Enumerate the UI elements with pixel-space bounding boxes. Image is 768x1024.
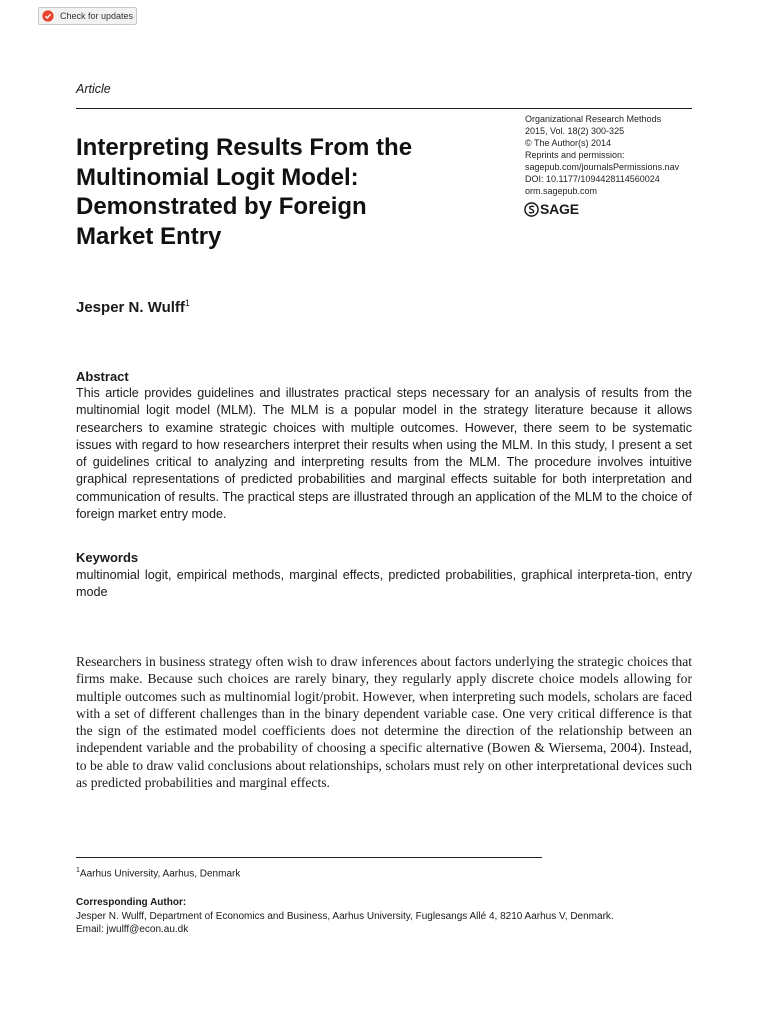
- body-paragraph: Researchers in business strategy often wish to draw inferences about factors underlying the strategic choices that firms make. Because such choices are rarely binary, they regularly apply discrete choice models allowing for multiple outcomes such as multinomial logit/probit. However, when interpreting such models, scholars are faced with a set of different challenges than in the binary dependent variable case. One very critical difference is that the sign of the estimated model coefficients does not determine the direction of the relationship between an independent variable and the probability of choosing a specific alternative (Bowen & Wiersema, 2004). Instead, to be able to draw valid conclusions about relationships, scholars must rely on other interpretational devices such as predicted probabilities and marginal effects.: [76, 654, 692, 791]
- affiliation-footnote: [76, 867, 240, 879]
- check-updates-label: Check for updates: [60, 11, 134, 21]
- corresponding-author-heading: Corresponding Author:: [76, 897, 187, 908]
- sage-logo: [524, 201, 579, 217]
- check-for-updates-button[interactable]: [38, 7, 137, 25]
- journal-info-line: Reprints and permission:: [525, 150, 625, 160]
- permissions-link[interactable]: sagepub.com/journalsPermissions.nav: [525, 162, 680, 172]
- journal-info-line: © The Author(s) 2014: [525, 138, 612, 148]
- article-title: [76, 133, 496, 251]
- affiliation-footnote-mark: 1: [76, 867, 80, 874]
- sage-logo-icon: [524, 202, 539, 217]
- journal-url-link[interactable]: orm.sagepub.com: [525, 186, 598, 196]
- article-type-label: Article: [76, 82, 111, 96]
- abstract-text: This article provides guidelines and illustrates practical steps necessary for an analysis of results from the multinomial logit model (MLM). The MLM is a popular model in the strategy literature because it allows researchers to examine strategic choices with multiple outcomes. However, there seem to be systematic issues with regard to how researchers interpret their results when using the MLM. In this study, I present a set of guidelines critical to analyzing and interpreting results from the MLM. The procedure involves intuitive graphical representations of predicted probabilities and marginal effects suitable for both interpretation and communication of results. The practical steps are illustrated through an application of the MLM to the choice of foreign market entry mode.: [76, 386, 692, 522]
- corresponding-author-address: Jesper N. Wulff, Department of Economics and Business, Aarhus University, Fuglesangs Allé 4, 8210 Aarhus V, Denmark.: [76, 911, 614, 922]
- journal-info-line: 2015, Vol. 18(2) 300-325: [525, 126, 625, 136]
- author-name-text: Jesper N. Wulff: [76, 299, 185, 316]
- abstract-heading: Abstract: [76, 369, 129, 384]
- check-updates-icon: [42, 10, 54, 22]
- corresponding-author-details: [76, 910, 614, 936]
- header-divider: [76, 108, 692, 109]
- title-line: Demonstrated by Foreign: [76, 193, 367, 220]
- affiliation-text: Aarhus University, Aarhus, Denmark: [79, 868, 241, 880]
- title-line: Market Entry: [76, 222, 222, 250]
- author-affiliation-mark: 1: [184, 298, 190, 308]
- footnote-divider: [76, 857, 542, 858]
- title-line: Multinomial Logit Model:: [76, 163, 359, 191]
- journal-info: [525, 113, 695, 197]
- sage-logo-text: SAGE: [540, 201, 579, 217]
- journal-info-line: Organizational Research Methods: [525, 114, 662, 124]
- author-name: [76, 298, 190, 316]
- keywords-text: multinomial logit, empirical methods, marginal effects, predicted probabilities, graphical interpreta-tion, entry mode: [76, 568, 692, 599]
- keywords-heading: Keywords: [76, 550, 139, 565]
- title-line: Interpreting Results From the: [76, 134, 413, 161]
- doi-link[interactable]: DOI: 10.1177/1094428114560024: [525, 174, 660, 184]
- corresponding-author-email[interactable]: Email: jwulff@econ.au.dk: [76, 924, 189, 935]
